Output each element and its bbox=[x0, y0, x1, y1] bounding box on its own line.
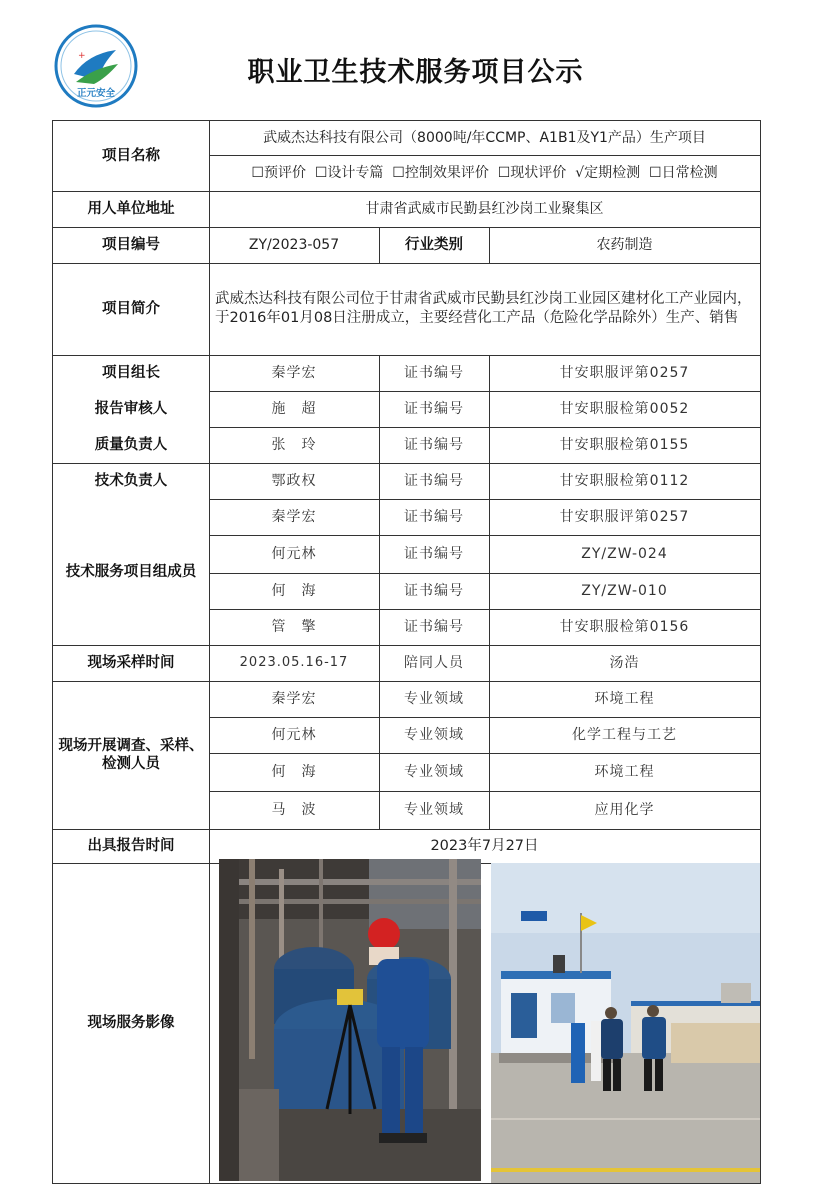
cert-label: 证书编号 bbox=[404, 509, 464, 525]
project-number: ZY/2023-057 bbox=[248, 237, 340, 253]
label-industry: 行业类别 bbox=[405, 237, 463, 253]
field-staff-field: 环境工程 bbox=[594, 764, 655, 780]
cert-label: 证书编号 bbox=[404, 401, 464, 417]
label-tech-manager: 技术负责人 bbox=[94, 473, 168, 489]
label-project-name: 项目名称 bbox=[102, 148, 160, 164]
logo-text: 正元安全 bbox=[76, 88, 116, 99]
cert-label: 证书编号 bbox=[404, 473, 464, 489]
member-name: 秦学宏 bbox=[271, 509, 317, 525]
field-label: 专业领域 bbox=[404, 764, 464, 780]
member-cert: ZY/ZW-010 bbox=[581, 583, 668, 599]
label-companion: 陪同人员 bbox=[404, 655, 464, 671]
team-leader-name: 秦学宏 bbox=[271, 365, 317, 381]
cert-label: 证书编号 bbox=[404, 546, 464, 562]
project-name: 武威杰达科技有限公司（8000吨/年CCMP、A1B1及Y1产品）生产项目 bbox=[263, 130, 706, 146]
quality-manager-cert: 甘安职服检第0155 bbox=[559, 437, 690, 453]
field-staff-name: 秦学宏 bbox=[271, 691, 317, 707]
label-team-leader: 项目组长 bbox=[102, 365, 160, 381]
member-name: 何 海 bbox=[271, 583, 317, 599]
sampling-time: 2023.05.16-17 bbox=[239, 655, 349, 670]
member-cert: 甘安职服评第0257 bbox=[559, 509, 690, 525]
project-type-options: ☐预评价 ☐设计专篇 ☐控制效果评价 ☐现状评价 √定期检测 ☐日常检测 bbox=[251, 165, 718, 181]
label-report-reviewer: 报告审核人 bbox=[94, 401, 168, 417]
member-name: 管 擎 bbox=[271, 619, 317, 635]
member-name: 何元林 bbox=[271, 546, 317, 562]
photo-site-entrance bbox=[491, 863, 760, 1183]
field-staff-field: 应用化学 bbox=[594, 802, 655, 818]
employer-address: 甘肃省武威市民勤县红沙岗工业聚集区 bbox=[365, 201, 604, 217]
companion-name: 汤浩 bbox=[609, 655, 640, 671]
field-label: 专业领域 bbox=[404, 691, 464, 707]
label-report-date: 出具报告时间 bbox=[87, 838, 175, 854]
industry-value: 农药制造 bbox=[596, 237, 653, 253]
page-title: 职业卫生技术服务项目公示 bbox=[247, 57, 584, 88]
label-project-intro: 项目简介 bbox=[102, 301, 160, 317]
project-intro: 武威杰达科技有限公司位于甘肃省武威市民勤县红沙岗工业园区建材化工产业园内，于2016年01月08日注册成立，主要经营化工产品（危险化学品除外）生产、销售 bbox=[215, 291, 752, 326]
field-label: 专业领域 bbox=[404, 802, 464, 818]
field-staff-name: 何元林 bbox=[271, 727, 317, 743]
field-staff-field: 化学工程与工艺 bbox=[572, 727, 677, 743]
field-staff-name: 何 海 bbox=[271, 764, 317, 780]
team-leader-cert: 甘安职服评第0257 bbox=[559, 365, 690, 381]
label-field-staff: 现场开展调查、采样、检测人员 bbox=[58, 738, 204, 772]
quality-manager-name: 张 玲 bbox=[271, 437, 317, 453]
tech-manager-name: 鄂政权 bbox=[271, 473, 317, 489]
label-team-members: 技术服务项目组成员 bbox=[65, 564, 197, 580]
label-sampling-time: 现场采样时间 bbox=[87, 655, 175, 671]
label-employer-address: 用人单位地址 bbox=[87, 201, 175, 217]
field-staff-field: 环境工程 bbox=[594, 691, 655, 707]
member-cert: 甘安职服检第0156 bbox=[559, 619, 690, 635]
photo-sampling-worker bbox=[219, 859, 481, 1181]
tech-manager-cert: 甘安职服检第0112 bbox=[559, 473, 690, 489]
member-cert: ZY/ZW-024 bbox=[581, 546, 668, 562]
reviewer-name: 施 超 bbox=[271, 401, 317, 417]
cert-label: 证书编号 bbox=[404, 437, 464, 453]
cert-label: 证书编号 bbox=[404, 365, 464, 381]
label-quality-manager: 质量负责人 bbox=[94, 437, 168, 453]
label-project-number: 项目编号 bbox=[102, 237, 160, 253]
svg-text:+: + bbox=[78, 51, 86, 61]
report-date: 2023年7月27日 bbox=[430, 838, 539, 854]
label-field-photos: 现场服务影像 bbox=[87, 1015, 175, 1031]
field-label: 专业领域 bbox=[404, 727, 464, 743]
info-table bbox=[52, 120, 761, 1184]
field-staff-name: 马 波 bbox=[271, 802, 317, 818]
cert-label: 证书编号 bbox=[404, 583, 464, 599]
cert-label: 证书编号 bbox=[404, 619, 464, 635]
reviewer-cert: 甘安职服检第0052 bbox=[559, 401, 690, 417]
